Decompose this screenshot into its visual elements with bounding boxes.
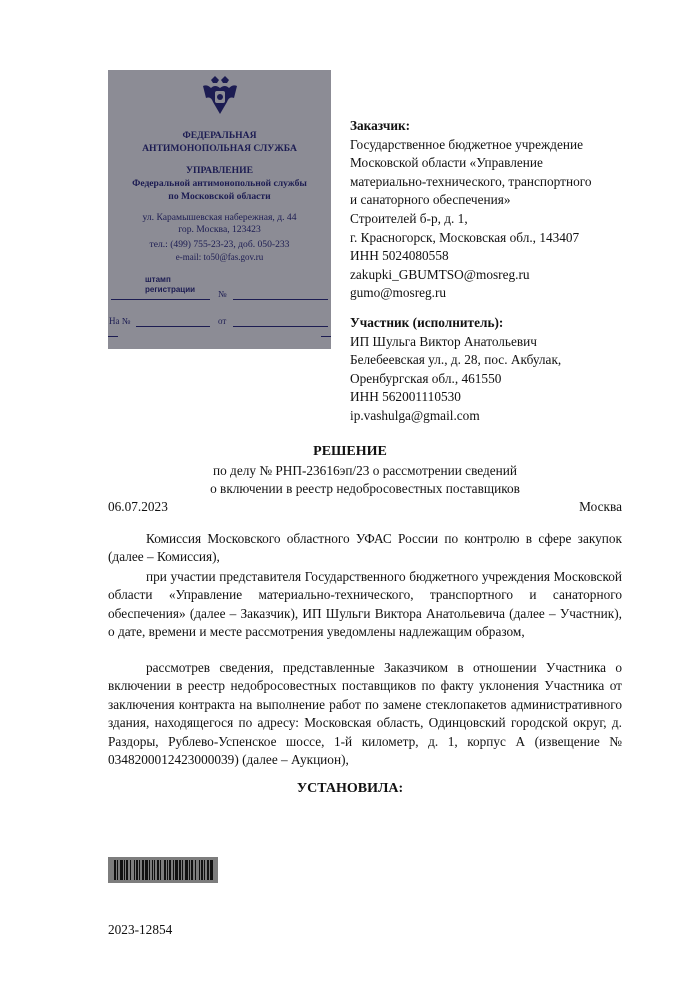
official-stamp bbox=[108, 70, 331, 349]
decision-city: Москва bbox=[579, 499, 622, 514]
body-paragraph-1: Комиссия Московского областного УФАС России по контролю в сфере закупок (далее – Комиссия), bbox=[108, 531, 622, 565]
customer-line: и санаторного обеспечения» bbox=[350, 192, 511, 208]
stamp-number-label: № bbox=[218, 289, 227, 299]
stamp-phone: тел.: (499) 755-23-23, доб. 050-233 bbox=[149, 239, 290, 250]
stamp-corner-right bbox=[321, 336, 331, 337]
stamp-agency-line2: АНТИМОНОПОЛЬНАЯ СЛУЖБА bbox=[142, 143, 297, 154]
stamp-agency-line1: ФЕДЕРАЛЬНАЯ bbox=[182, 130, 257, 141]
stamp-from-label: от bbox=[218, 316, 227, 326]
document-number: 2023-12854 bbox=[108, 922, 173, 937]
customer-line: Государственное бюджетное учреждение bbox=[350, 136, 583, 152]
stamp-email: e-mail: to50@fas.gov.ru bbox=[175, 252, 264, 262]
stamp-registration-label bbox=[145, 275, 195, 295]
stamp-dept-line2: Федеральной антимонопольной службы bbox=[132, 178, 307, 189]
decision-subtitle-line2: о включении в реестр недобросовестных поставщиков bbox=[210, 481, 520, 496]
body-paragraph-2: при участии представителя Государственного бюджетного учреждения Московской области «Управление материально-технического, транспортного и санаторного обеспечения» (далее – Заказчик), ИП Шульги Виктора Анатольевича (далее – Участник), о дате, времени и месте рассмотрения уведомлены надлежащим образом, bbox=[108, 569, 622, 640]
participant-line: Оренбургская обл., 461550 bbox=[350, 370, 502, 386]
participant-line: ИНН 562001110530 bbox=[350, 389, 461, 405]
customer-line: gumo@mosreg.ru bbox=[350, 285, 447, 301]
body-paragraph-3: рассмотрев сведения, представленные Заказчиком в отношении Участника о включении в реестр недобросовестных поставщиков по факту уклонения Участника от заключения контракта на выполнение работ по замене стеклопакетов административного здания, находящегося по адресу: Московская область, Одинцовский городской округ, д. Раздоры, Рублево-Успенское шоссе, 1-й километр, д. 1, корпус А (извещение № 0348200012423000039) (далее – Аукцион), bbox=[108, 660, 622, 768]
decision-subtitle-line1: по делу № РНП-23616эп/23 о рассмотрении сведений bbox=[212, 463, 518, 478]
stamp-address-line1: ул. Карамышевская набережная, д. 44 bbox=[142, 212, 297, 223]
barcode-icon bbox=[108, 857, 218, 883]
participant-block bbox=[350, 314, 561, 426]
customer-line: г. Красногорск, Московская обл., 143407 bbox=[350, 229, 580, 245]
stamp-registration-rule bbox=[111, 299, 210, 300]
participant-label: Участник (исполнитель): bbox=[350, 315, 504, 330]
barcode bbox=[108, 857, 218, 883]
customer-block bbox=[350, 117, 592, 303]
decision-title: РЕШЕНИЕ bbox=[313, 444, 387, 459]
stamp-corner-left bbox=[108, 336, 118, 337]
decision-date: 06.07.2023 bbox=[108, 499, 168, 514]
stamp-from-rule bbox=[233, 326, 328, 327]
established-heading: УСТАНОВИЛА: bbox=[296, 781, 404, 796]
stamp-dept-line1: УПРАВЛЕНИЕ bbox=[186, 165, 253, 176]
stamp-address-line2: гор. Москва, 123423 bbox=[178, 224, 261, 235]
stamp-ref-rule bbox=[136, 326, 210, 327]
customer-line: zakupki_GBUMTSO@mosreg.ru bbox=[350, 266, 530, 282]
stamp-dept-line3: по Московской области bbox=[168, 191, 271, 202]
coat-of-arms-icon bbox=[201, 74, 239, 118]
customer-line: Московской области «Управление bbox=[350, 155, 543, 171]
participant-line: ИП Шульга Виктор Анатольевич bbox=[350, 333, 537, 349]
customer-line: материально-технического, транспортного bbox=[350, 173, 592, 189]
stamp-number-rule bbox=[233, 299, 328, 300]
stamp-ref-label: На № bbox=[109, 316, 131, 326]
stamp-registration-line2: регистрации bbox=[145, 285, 196, 294]
customer-line: Строителей б-р, д. 1, bbox=[350, 210, 468, 226]
customer-line: ИНН 5024080558 bbox=[350, 248, 449, 264]
participant-line: Белебеевская ул., д. 28, пос. Акбулак, bbox=[350, 352, 562, 368]
participant-line: ip.vashulga@gmail.com bbox=[350, 407, 480, 423]
customer-label: Заказчик: bbox=[350, 118, 411, 133]
stamp-registration-line1: штамп bbox=[145, 275, 171, 284]
